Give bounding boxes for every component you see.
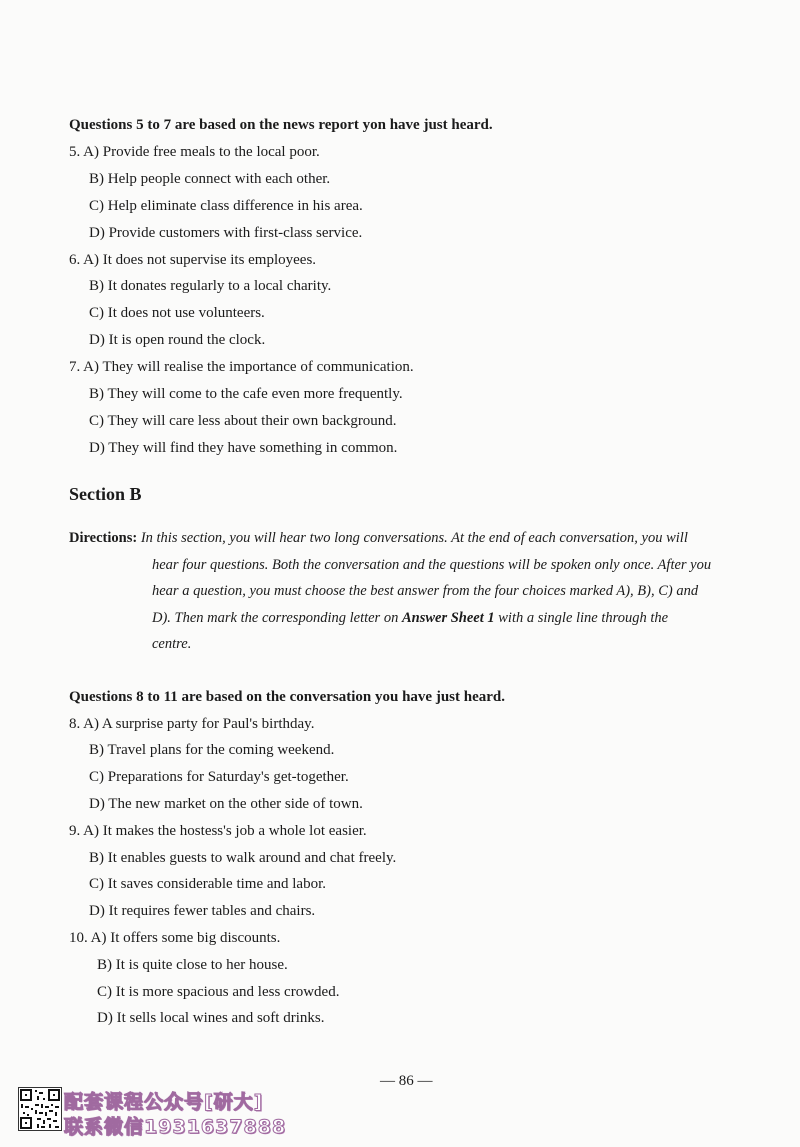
option: 10. A) It offers some big discounts. (69, 930, 281, 946)
option: 6. A) It does not supervise its employees. (69, 252, 317, 268)
directions-line: centre. (152, 636, 192, 652)
directions-label: Directions: (69, 530, 141, 546)
option: B) Travel plans for the coming weekend. (89, 742, 335, 758)
directions-line: In this section, you will hear two long conversations. At the end of each conversation, you will (140, 530, 688, 546)
option: B) It donates regularly to a local charity. (89, 278, 332, 294)
promo-banner-line: 配套课程公众号[研大] (64, 1091, 264, 1113)
option: 8. A) A surprise party for Paul's birthday. (69, 716, 315, 732)
option: 5. A) Provide free meals to the local poor. (69, 144, 320, 160)
option: D) They will find they have something in common. (89, 440, 398, 456)
option: C) Preparations for Saturday's get-together. (89, 769, 349, 785)
option: 9. A) It makes the hostess's job a whole lot easier. (69, 823, 367, 839)
directions-line: hear four questions. Both the conversation and the questions will be spoken only once. After you (152, 556, 712, 573)
directions-line: D). Then mark the corresponding letter on (152, 609, 402, 626)
option: D) It is open round the clock. (89, 332, 266, 348)
option: D) Provide customers with first-class service. (89, 225, 363, 241)
option: C) It saves considerable time and labor. (89, 876, 327, 892)
option: B) It is quite close to her house. (97, 957, 288, 973)
option: D) The new market on the other side of town. (89, 796, 363, 812)
option: C) It does not use volunteers. (89, 305, 265, 321)
promo-banner-line: 联系微信1931637888 (64, 1116, 287, 1138)
option: B) It enables guests to walk around and chat freely. (89, 850, 397, 866)
answer-sheet-ref: Answer Sheet 1 (401, 609, 495, 626)
question-group-heading: Questions 8 to 11 are based on the conversation you have just heard. (69, 689, 505, 705)
option: C) Help eliminate class difference in his area. (89, 198, 363, 214)
option: 7. A) They will realise the importance of communication. (69, 359, 414, 375)
qr-code-icon (18, 1087, 62, 1131)
option: C) They will care less about their own background. (89, 413, 397, 429)
option: B) They will come to the cafe even more frequently. (89, 386, 403, 402)
option: D) It requires fewer tables and chairs. (89, 903, 316, 919)
directions-line: hear a question, you must choose the best answer from the four choices marked A), B), C) and (152, 583, 699, 599)
section-title: Section B (69, 484, 142, 504)
page-number: — 86 — (380, 1073, 433, 1089)
option: D) It sells local wines and soft drinks. (97, 1010, 325, 1026)
option: C) It is more spacious and less crowded. (97, 984, 340, 1000)
option: B) Help people connect with each other. (89, 171, 331, 187)
question-group-heading: Questions 5 to 7 are based on the news report yon have just heard. (69, 117, 493, 133)
directions-line: with a single line through the (494, 609, 669, 626)
